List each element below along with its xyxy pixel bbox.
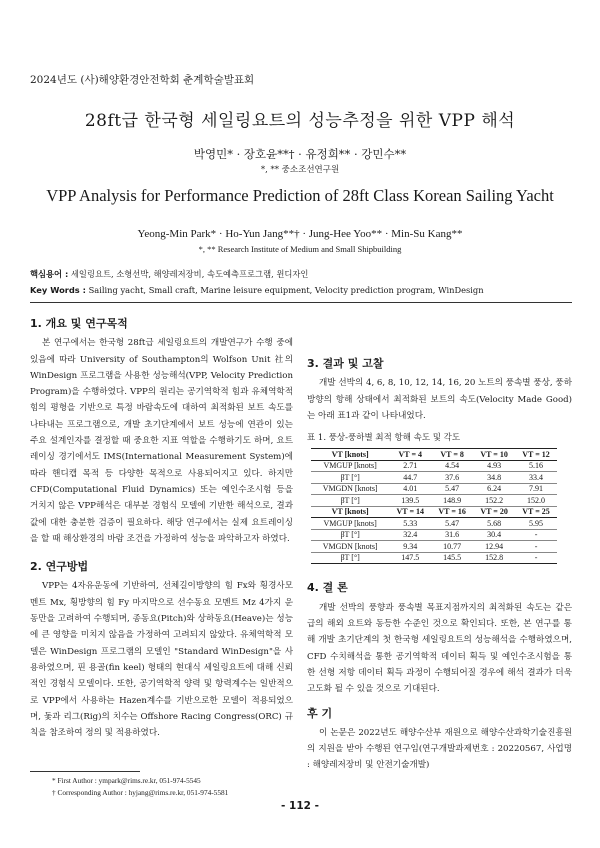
table-cell: 2.71 [389,460,431,472]
acknowledgement-title: 후 기 [307,706,333,720]
table-cell: 5.95 [515,518,557,530]
table-cell: - [515,552,557,564]
table-cell: 32.4 [389,529,431,541]
table-cell: 5.47 [431,518,473,530]
section-1-body: 본 연구에서는 한국형 28ft급 세일링요트의 개발연구가 수행 중에 있음에 따라 University of Southampton의 Wolfson Unit 社의 WinDesign 프로그램을 사용한 성능해석(VPP, Velocity Prediction Program)을 수행하였다. VPP의 원리는 공기역학적 힘과 유체역학적 힘의 평형을 기반으로 특정 바람속도에 대하여 최적화된 보트 속도를 나타내는 프로그램으로, 개발 초기단계에서 보트 성능에 연관이 있는 주요 설계인자를 결정할 때 중요한 지표 역할을 수행하기도 하며, 요트레이싱 경기에서도 IMS(International Measurement System)에 따라 핸디캡 목적 등 다양한 목적으로 사용되어지고 있다. 하지만 CFD(Computational Fluid Dynamics) 또는 예인수조시험 등을 거치지 않은 VPP해석은 대부분 경험식 모델에 기반한 해석으로, 결과값에 대한 충분한 검증이 필요하다. 해당 연구에서는 실제 요트레이싱을 할 때 해상환경의 바람 조건을 가정하여 성능을 파악하고자 하였다. [30,338,293,544]
table-cell: 30.4 [473,529,515,541]
right-column [307,316,572,774]
table-row [311,541,557,553]
table-cell: βT [°] [311,495,389,507]
table-cell: 5.33 [389,518,431,530]
table-caption: 표 1. 풍상-풍하별 최적 항해 속도 및 각도 [307,433,461,444]
keywords-en-text: Sailing yacht, Small craft, Marine leisure equipment, Velocity prediction program, WinDesign [88,285,484,295]
table-cell: 152.0 [515,495,557,507]
section-3-title: 3. 결과 및 고찰 [307,357,384,370]
keywords-en-label: Key Words : [30,285,86,295]
table-row [311,529,557,541]
table-cell: 152.8 [473,552,515,564]
footnote-corresponding-author: † Corresponding Author : hyjang@rims.re.kr, 051-974-5581 [52,788,229,797]
section-4-body: 개발 선박의 풍향과 풍속별 목표지점까지의 최적화된 속도는 같은 급의 해외 요트와 동등한 수준인 것으로 확인되다. 또한, 본 연구를 통해 개발 초기단계의 첫 한국형 세일링요트의 성능해석을 수행하였으며, CFD 수치해석을 통한 공기역학적 데이터 획득 및 예인수조시험을 통한 선형 저항 데이터 획득 과정이 수행되어질 경우에 해석 결과가 더욱 고도화 될 수 있을 것으로 기대된다. [307,602,572,695]
table-cell: 37.6 [431,472,473,484]
keywords-ko-label: 핵심용어 : [30,269,69,279]
table-cell: 31.6 [431,529,473,541]
page-number: - 112 - [281,800,319,812]
section-1-title: 1. 개요 및 연구목적 [30,317,128,330]
table-cell: - [515,541,557,553]
table-cell: 4.93 [473,460,515,472]
table-cell: 5.47 [431,483,473,495]
table-cell: 33.4 [515,472,557,484]
table-cell: - [515,529,557,541]
table-row [311,472,557,484]
table-cell: VT = 16 [431,506,473,518]
table-cell: VT = 10 [473,449,515,461]
table-row [311,552,557,564]
table-cell: 44.7 [389,472,431,484]
table-cell: 147.5 [389,552,431,564]
table-cell: VMGUP [knots] [311,518,389,530]
footnote-divider [30,771,140,772]
table-cell: VMGUP [knots] [311,460,389,472]
table-cell: 5.16 [515,460,557,472]
table-cell: 148.9 [431,495,473,507]
table-cell: 5.68 [473,518,515,530]
authors-korean: 박영민* · 장호윤**† · 유정희** · 강민수** [193,147,407,161]
table-cell: VMGDN [knots] [311,541,389,553]
table-cell: 9.34 [389,541,431,553]
table-cell: 34.8 [473,472,515,484]
left-column [30,316,293,741]
table-row [311,483,557,495]
table-cell: 7.91 [515,483,557,495]
table-row [311,518,557,530]
table-row [311,449,557,461]
section-4-title: 4. 결 론 [307,581,348,595]
acknowledgement-body: 이 논문은 2022년도 해양수산부 재원으로 해양수산과학기술진흥원의 지원을 받아 수행된 연구임(연구개발과제번호 : 20220567, 사업명 : 해양레저장비 및 안전기술개발) [307,727,572,771]
table-row [311,460,557,472]
affiliation-english: *, ** Research Institute of Medium and Small Shipbuilding [198,244,402,254]
keywords-english [30,282,484,298]
table-cell: VT = 14 [389,506,431,518]
keywords-ko-text: 세일링요트, 소형선박, 해양레저장비, 속도예측프로그램, 윈디자인 [70,269,309,279]
table-cell: βT [°] [311,529,389,541]
table-row [311,506,557,518]
table-cell: VT = 8 [431,449,473,461]
table-cell: VT = 20 [473,506,515,518]
table-row [311,495,557,507]
table-cell: 4.54 [431,460,473,472]
table-cell: 139.5 [389,495,431,507]
table-cell: 12.94 [473,541,515,553]
table-cell: βT [°] [311,472,389,484]
table-cell: VT [knots] [311,449,389,461]
footnote-first-author: * First Author : ympark@rims.re.kr, 051-974-5545 [52,776,201,785]
affiliation-korean: *, ** 중소조선연구원 [260,165,340,175]
header-divider [30,302,572,303]
table-cell: 6.24 [473,483,515,495]
table-cell: VT = 12 [515,449,557,461]
table-cell: 145.5 [431,552,473,564]
keywords-korean [30,266,484,282]
authors-english: Yeong-Min Park* · Ho-Yun Jang**† · Jung-Hee Yoo** · Min-Su Kang** [137,228,463,240]
title-english: VPP Analysis for Performance Prediction of 28ft Class Korean Sailing Yacht [46,186,554,205]
conference-name: 2024년도 (사)해양환경안전학회 춘계학술발표회 [30,74,255,86]
table-cell: 4.01 [389,483,431,495]
table-cell: VT = 4 [389,449,431,461]
table-cell: 152.2 [473,495,515,507]
table-cell: VMGDN [knots] [311,483,389,495]
table-cell: VT [knots] [311,506,389,518]
section-2-title: 2. 연구방법 [30,560,89,574]
table-cell: βT [°] [311,552,389,564]
keywords-block [30,266,484,298]
table-cell: 10.77 [431,541,473,553]
title-korean: 28ft급 한국형 세일링요트의 성능추정을 위한 VPP 해석 [84,111,516,131]
table-cell: VT = 25 [515,506,557,518]
vpp-results-table [311,448,557,564]
section-2-body: VPP는 4자유운동에 기반하여, 선체길이방향의 힘 Fx와 횡경사모멘트 Mx, 횡방향의 힘 Fy 마지막으로 선수동요 모멘트 Mz 4가지 운동만을 고려하여 수행되며, 종동요(Pitch)와 상하동요(Heave)는 성능에 큰 영향을 미치지 않음을 가정하여 고려되지 않았다. 유체역학적 모델은 WinDesign 프로그램의 모델인 "Standard WinDesign"을 사용하였으며, 핀 용골(fin keel) 형태의 현대식 세일링요트에 대해 신뢰적인 경험식 모델이다. 또한, 공기역학적 양력 및 항력계수는 일반적으로 VPP에서 사용하는 Hazen계수를 기반으로한 모델이 적용되었으며, 돛과 리그(Rig)의 치수는 Offshore Racing Congress(ORC) 규칙을 참조하여 정의 및 적용하였다. [30,581,293,739]
section-3-body: 개발 선박의 4, 6, 8, 10, 12, 14, 16, 20 노트의 풍속별 풍상, 풍하 방향의 항해 상태에서 최적화된 보트의 속도(Velocity Made Good)는 아래 표1과 같이 나타내었다. [307,378,572,421]
